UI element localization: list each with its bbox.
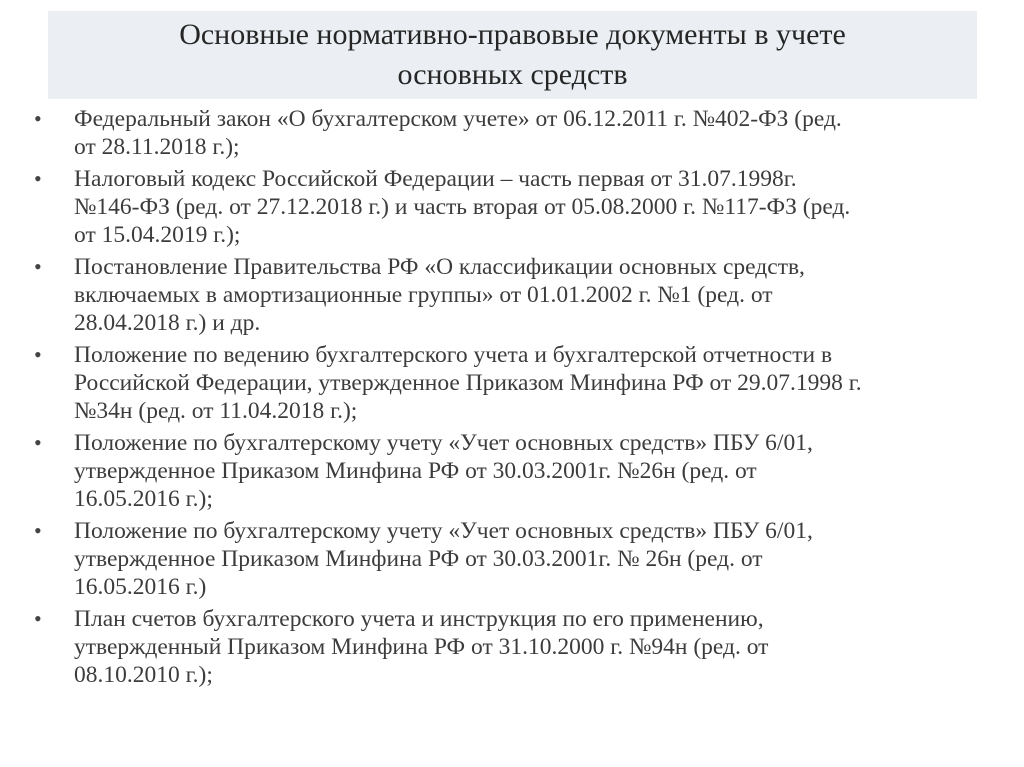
list-item-line: Постановление Правительства РФ «О классификации основных средств, bbox=[74, 254, 805, 280]
list-item-line: утвержденное Приказом Минфина РФ от 30.03.2001г. № 26н (ред. от bbox=[74, 546, 763, 572]
list-item-line: №146-ФЗ (ред. от 27.12.2018 г.) и часть вторая от 05.08.2000 г. №117-ФЗ (ред. bbox=[74, 194, 851, 220]
list-item-line: включаемых в амортизационные группы» от 01.01.2002 г. №1 (ред. от bbox=[74, 282, 773, 308]
list-item-line: 28.04.2018 г.) и др. bbox=[74, 310, 261, 336]
list-item-line: 08.10.2010 г.); bbox=[74, 662, 213, 688]
list-item bbox=[0, 517, 1024, 601]
bullet-icon: • bbox=[34, 430, 42, 455]
slide-title-line-1: Основные нормативно-правовые документы в учете bbox=[179, 18, 846, 51]
list-item-line: Налоговый кодекс Российской Федерации – часть первая от 31.07.1998г. bbox=[74, 166, 797, 192]
slide-title-line-2: основных средств bbox=[397, 58, 628, 91]
list-item bbox=[0, 429, 1024, 513]
list-item-line: Положение по бухгалтерскому учету «Учет основных средств» ПБУ 6/01, bbox=[74, 430, 813, 456]
bullet-icon: • bbox=[34, 606, 42, 631]
list-item-line: 16.05.2016 г.) bbox=[74, 574, 207, 600]
bullet-icon: • bbox=[34, 342, 42, 367]
list-item-line: Положение по бухгалтерскому учету «Учет основных средств» ПБУ 6/01, bbox=[74, 518, 813, 544]
list-item bbox=[0, 341, 1024, 425]
list-item-line: от 28.11.2018 г.); bbox=[74, 134, 240, 160]
list-item bbox=[0, 165, 1024, 249]
list-item bbox=[0, 253, 1024, 337]
slide-title bbox=[48, 11, 977, 99]
list-item-line: План счетов бухгалтерского учета и инструкция по его применению, bbox=[74, 606, 764, 632]
bullet-icon: • bbox=[34, 106, 42, 131]
bullet-icon: • bbox=[34, 518, 42, 543]
bullet-icon: • bbox=[34, 166, 42, 191]
list-item-line: Российской Федерации, утвержденное Приказом Минфина РФ от 29.07.1998 г. bbox=[74, 370, 862, 396]
list-item-line: утвержденный Приказом Минфина РФ от 31.10.2000 г. №94н (ред. от bbox=[74, 634, 769, 660]
bullet-icon: • bbox=[34, 254, 42, 279]
list-item-line: от 15.04.2019 г.); bbox=[74, 222, 241, 248]
list-item-line: №34н (ред. от 11.04.2018 г.); bbox=[74, 398, 358, 424]
list-item-line: Федеральный закон «О бухгалтерском учете» от 06.12.2011 г. №402-ФЗ (ред. bbox=[74, 106, 842, 132]
list-item bbox=[0, 105, 1024, 161]
list-item-line: утвержденное Приказом Минфина РФ от 30.03.2001г. №26н (ред. от bbox=[74, 458, 757, 484]
list-item-line: Положение по ведению бухгалтерского учета и бухгалтерской отчетности в bbox=[74, 342, 833, 368]
list-item bbox=[0, 605, 1024, 689]
list-item-line: 16.05.2016 г.); bbox=[74, 486, 213, 512]
document-list bbox=[0, 105, 1024, 693]
